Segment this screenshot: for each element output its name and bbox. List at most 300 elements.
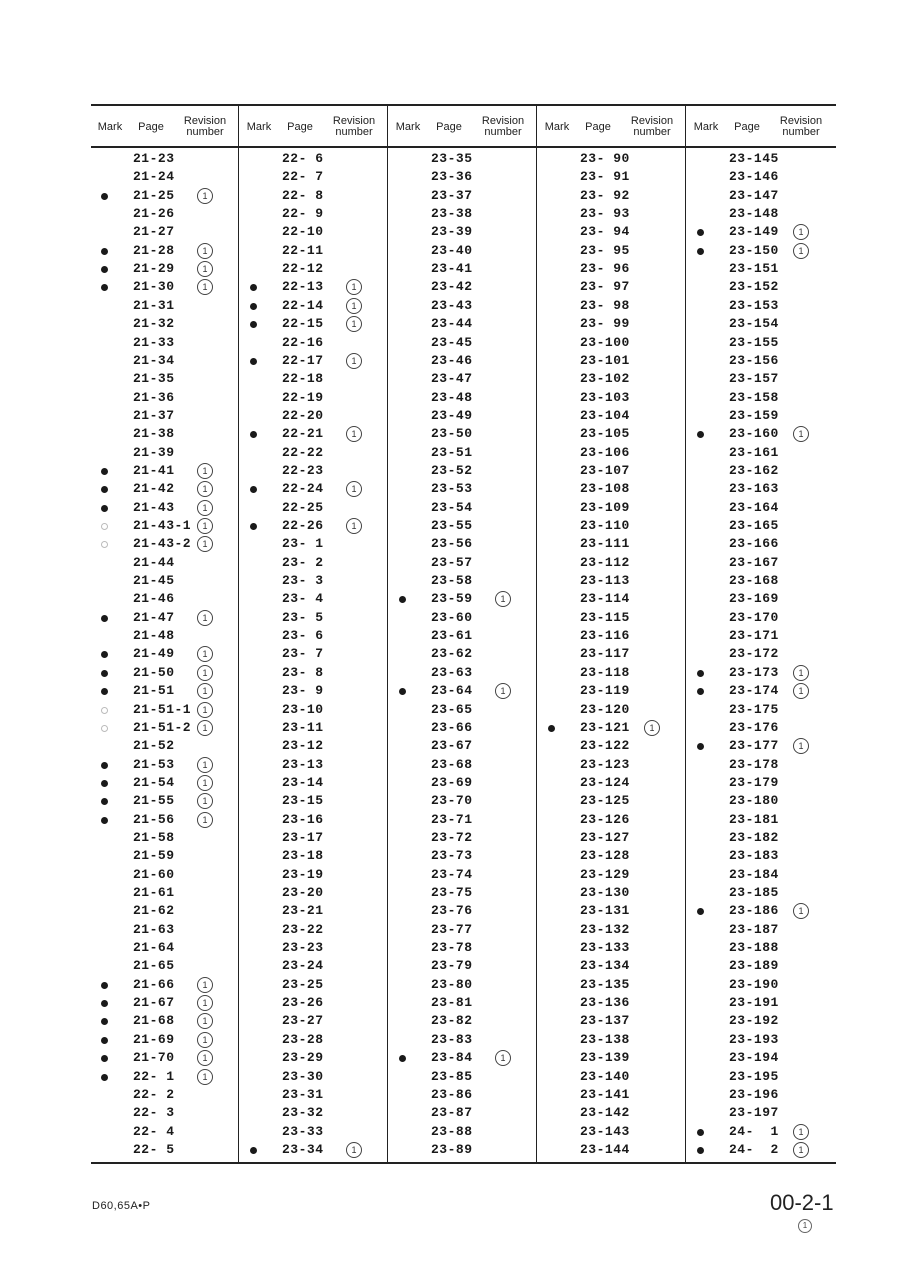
page-number-cell: 23-31 bbox=[282, 1086, 324, 1102]
page-number-cell: 21-38 bbox=[133, 426, 175, 442]
table-row bbox=[389, 994, 538, 1012]
table-row bbox=[687, 756, 836, 774]
revision-mark-dot bbox=[697, 431, 704, 438]
page-number-cell: 23-133 bbox=[580, 940, 630, 956]
page-number-cell: 23- 6 bbox=[282, 628, 324, 644]
table-row bbox=[240, 315, 389, 333]
table-row bbox=[538, 902, 687, 920]
page-number-cell: 21-54 bbox=[133, 774, 175, 790]
table-row bbox=[687, 1123, 836, 1141]
table-row bbox=[687, 829, 836, 847]
table-row bbox=[389, 645, 538, 663]
table-row bbox=[240, 535, 389, 553]
page-number-cell: 23-180 bbox=[729, 793, 779, 809]
page-number-cell: 21-66 bbox=[133, 976, 175, 992]
table-row bbox=[91, 627, 240, 645]
revision-number-circle: 1 bbox=[793, 1142, 809, 1158]
table-row bbox=[538, 1123, 687, 1141]
page-number-cell: 23-83 bbox=[431, 1031, 473, 1047]
table-row bbox=[91, 1068, 240, 1086]
table-row bbox=[389, 774, 538, 792]
revision-mark-dot bbox=[548, 725, 555, 732]
revision-number-circle: 1 bbox=[197, 536, 213, 552]
page-number-cell: 23-68 bbox=[431, 756, 473, 772]
table-row bbox=[389, 554, 538, 572]
header-page: Page bbox=[734, 120, 760, 133]
table-row bbox=[91, 701, 240, 719]
page-number-cell: 23-172 bbox=[729, 646, 779, 662]
table-row bbox=[538, 278, 687, 296]
page-number-cell: 23-114 bbox=[580, 591, 630, 607]
table-row bbox=[687, 701, 836, 719]
table-row bbox=[91, 334, 240, 352]
page-number-cell: 23-112 bbox=[580, 554, 630, 570]
table-row bbox=[240, 425, 389, 443]
table-row bbox=[389, 902, 538, 920]
page-number-cell: 22- 6 bbox=[282, 151, 324, 166]
table-row bbox=[538, 168, 687, 186]
page-number-cell: 23-103 bbox=[580, 389, 630, 405]
table-row bbox=[389, 352, 538, 370]
revision-mark-dot bbox=[250, 486, 257, 493]
page-number-cell: 23-18 bbox=[282, 848, 324, 864]
page-number-cell: 23-73 bbox=[431, 848, 473, 864]
page-number-cell: 23-11 bbox=[282, 719, 324, 735]
page-number-cell: 22-11 bbox=[282, 242, 324, 258]
page-number-cell: 23-130 bbox=[580, 885, 630, 900]
table-row bbox=[91, 609, 240, 627]
page-number-cell: 23- 98 bbox=[580, 297, 630, 313]
page-number-cell: 22- 9 bbox=[282, 206, 324, 222]
page-number-cell: 22- 7 bbox=[282, 169, 324, 185]
table-row bbox=[240, 480, 389, 498]
page-number-cell: 23-144 bbox=[580, 1141, 630, 1157]
revision-number-circle: 1 bbox=[346, 279, 362, 295]
table-row bbox=[687, 1031, 836, 1049]
page-number-cell: 23-137 bbox=[580, 1013, 630, 1029]
page-number-cell: 23-52 bbox=[431, 462, 473, 478]
table-row bbox=[240, 334, 389, 352]
page-number-cell: 23-174 bbox=[729, 683, 779, 699]
revision-mark-dot bbox=[101, 707, 108, 714]
revision-mark-dot bbox=[697, 1147, 704, 1154]
table-row bbox=[687, 1141, 836, 1159]
table-row bbox=[240, 1123, 389, 1141]
table-row bbox=[687, 499, 836, 517]
revision-number-circle: 1 bbox=[197, 279, 213, 295]
table-row bbox=[91, 535, 240, 553]
page-number-cell: 23-46 bbox=[431, 352, 473, 368]
page-number-cell: 22-21 bbox=[282, 426, 324, 442]
table-row bbox=[538, 260, 687, 278]
table-row bbox=[240, 297, 389, 315]
table-row bbox=[240, 444, 389, 462]
page-number-cell: 23- 95 bbox=[580, 242, 630, 258]
page-number-cell: 23-123 bbox=[580, 756, 630, 772]
table-row bbox=[538, 223, 687, 241]
table-row bbox=[91, 829, 240, 847]
table-row bbox=[687, 1049, 836, 1067]
page-number-cell: 23-115 bbox=[580, 609, 630, 625]
table-row bbox=[389, 315, 538, 333]
table-row bbox=[389, 609, 538, 627]
revision-mark-dot bbox=[101, 486, 108, 493]
table-row bbox=[687, 719, 836, 737]
page-number-cell: 23-197 bbox=[729, 1105, 779, 1121]
model-label: D60,65A•P bbox=[92, 1200, 151, 1212]
table-row bbox=[538, 444, 687, 462]
column-divider bbox=[685, 105, 686, 1163]
page-number-cell: 22- 1 bbox=[133, 1068, 175, 1084]
page-number-cell: 21-43-1 bbox=[133, 518, 192, 533]
page-number-cell: 23-106 bbox=[580, 444, 630, 460]
page-number-cell: 23-189 bbox=[729, 958, 779, 974]
table-row bbox=[91, 756, 240, 774]
table-row bbox=[389, 242, 538, 260]
revision-number-circle: 1 bbox=[197, 1032, 213, 1048]
table-row bbox=[687, 334, 836, 352]
table-row bbox=[389, 884, 538, 902]
page-number-cell: 23-58 bbox=[431, 573, 473, 589]
page-number-cell: 23-152 bbox=[729, 279, 779, 295]
page-number-cell: 23-36 bbox=[431, 169, 473, 185]
revision-number-circle: 1 bbox=[793, 683, 809, 699]
table-row bbox=[538, 205, 687, 223]
page-number-cell: 23-60 bbox=[431, 609, 473, 625]
table-row bbox=[389, 664, 538, 682]
revision-number-circle: 1 bbox=[346, 1142, 362, 1158]
table-row bbox=[389, 334, 538, 352]
table-row bbox=[538, 590, 687, 608]
table-row bbox=[91, 517, 240, 535]
page-number-cell: 23-20 bbox=[282, 885, 324, 900]
table-row bbox=[538, 756, 687, 774]
revision-number-circle: 1 bbox=[197, 757, 213, 773]
page-number-cell: 23- 97 bbox=[580, 279, 630, 295]
page-number-cell: 22-24 bbox=[282, 481, 324, 497]
page-number-cell: 23-110 bbox=[580, 518, 630, 533]
page-number-cell: 23-10 bbox=[282, 701, 324, 717]
page-number-cell: 23-25 bbox=[282, 976, 324, 992]
revision-number-circle: 1 bbox=[197, 995, 213, 1011]
table-row bbox=[687, 609, 836, 627]
page-number-cell: 23-35 bbox=[431, 151, 473, 166]
page-number-cell: 23-59 bbox=[431, 591, 473, 607]
table-row bbox=[240, 554, 389, 572]
table-row bbox=[91, 811, 240, 829]
page-number-cell: 23-125 bbox=[580, 793, 630, 809]
table-row bbox=[389, 847, 538, 865]
page-number-cell: 23-43 bbox=[431, 297, 473, 313]
revision-number-circle: 1 bbox=[495, 591, 511, 607]
page-number-cell: 22-12 bbox=[282, 261, 324, 277]
page-number-cell: 23-143 bbox=[580, 1123, 630, 1139]
table-row bbox=[91, 719, 240, 737]
page-number-cell: 23-14 bbox=[282, 774, 324, 790]
table-row bbox=[240, 1049, 389, 1067]
page-number-cell: 23-101 bbox=[580, 352, 630, 368]
table-row bbox=[538, 517, 687, 535]
page-number-cell: 23-158 bbox=[729, 389, 779, 405]
table-row bbox=[389, 517, 538, 535]
table-row bbox=[91, 1031, 240, 1049]
table-row bbox=[538, 1012, 687, 1030]
page-number-cell: 23-89 bbox=[431, 1141, 473, 1157]
page-number-cell: 22- 5 bbox=[133, 1141, 175, 1157]
page-number-cell: 23- 5 bbox=[282, 609, 324, 625]
page-number-cell: 23-47 bbox=[431, 371, 473, 387]
table-row bbox=[538, 1049, 687, 1067]
page-number-cell: 21-23 bbox=[133, 151, 175, 166]
table-row bbox=[91, 884, 240, 902]
table-row bbox=[240, 1141, 389, 1159]
page-number-cell: 23- 94 bbox=[580, 224, 630, 240]
page-number-cell: 21-33 bbox=[133, 334, 175, 350]
page-number-cell: 23-12 bbox=[282, 738, 324, 754]
page-number-cell: 24- 1 bbox=[729, 1123, 779, 1139]
header-mark: Mark bbox=[544, 120, 570, 133]
page-number-cell: 23-118 bbox=[580, 664, 630, 680]
page-number-cell: 23-79 bbox=[431, 958, 473, 974]
header-mark: Mark bbox=[246, 120, 272, 133]
table-row bbox=[389, 1141, 538, 1159]
table-row bbox=[91, 1086, 240, 1104]
revision-number-circle: 1 bbox=[197, 188, 213, 204]
page-number-cell: 23-184 bbox=[729, 866, 779, 882]
page-number-cell: 23-37 bbox=[431, 187, 473, 203]
revision-mark-dot bbox=[399, 1055, 406, 1062]
page-number-cell: 23-63 bbox=[431, 664, 473, 680]
page-number-cell: 23-117 bbox=[580, 646, 630, 662]
revision-number-circle: 1 bbox=[793, 426, 809, 442]
table-row bbox=[389, 150, 538, 168]
page-number-cell: 21-51-2 bbox=[133, 719, 192, 735]
page-number-cell: 22- 4 bbox=[133, 1123, 175, 1139]
page-number-cell: 23- 3 bbox=[282, 573, 324, 589]
page-number-cell: 21-37 bbox=[133, 407, 175, 423]
table-row bbox=[389, 223, 538, 241]
revision-number-circle: 1 bbox=[197, 793, 213, 809]
header-page: Page bbox=[287, 120, 313, 133]
table-row bbox=[389, 792, 538, 810]
table-row bbox=[538, 389, 687, 407]
table-row bbox=[240, 150, 389, 168]
page-number-cell: 23-195 bbox=[729, 1068, 779, 1084]
revision-number-circle: 1 bbox=[197, 500, 213, 516]
page-number-cell: 23-122 bbox=[580, 738, 630, 754]
page-number-cell: 21-35 bbox=[133, 371, 175, 387]
table-row bbox=[91, 278, 240, 296]
revision-mark-dot bbox=[101, 523, 108, 530]
table-row bbox=[389, 425, 538, 443]
page-number-cell: 23-84 bbox=[431, 1050, 473, 1066]
table-row bbox=[240, 682, 389, 700]
page-number-cell: 21-65 bbox=[133, 958, 175, 974]
table-row bbox=[538, 554, 687, 572]
page-number-cell: 21-30 bbox=[133, 279, 175, 295]
revision-number-circle: 1 bbox=[197, 1069, 213, 1085]
table-row bbox=[91, 682, 240, 700]
table-row bbox=[240, 517, 389, 535]
revision-mark-dot bbox=[697, 743, 704, 750]
table-row bbox=[240, 774, 389, 792]
table-row bbox=[240, 462, 389, 480]
table-row bbox=[687, 205, 836, 223]
page-number-cell: 23-74 bbox=[431, 866, 473, 882]
page-number-cell: 23- 7 bbox=[282, 646, 324, 662]
header-revision-number: Revision number bbox=[481, 115, 525, 138]
revision-mark-dot bbox=[250, 303, 257, 310]
table-row bbox=[389, 260, 538, 278]
revision-mark-dot bbox=[101, 798, 108, 805]
table-row bbox=[538, 609, 687, 627]
table-row bbox=[687, 866, 836, 884]
page-number-cell: 23-148 bbox=[729, 206, 779, 222]
revision-number-circle: 1 bbox=[793, 903, 809, 919]
page-number-cell: 23-188 bbox=[729, 940, 779, 956]
page-number-cell: 23-192 bbox=[729, 1013, 779, 1029]
table-row bbox=[91, 590, 240, 608]
page-number-cell: 23-50 bbox=[431, 426, 473, 442]
page-number-cell: 23-127 bbox=[580, 829, 630, 845]
page-number-cell: 23-160 bbox=[729, 426, 779, 442]
page-number-cell: 22-10 bbox=[282, 224, 324, 240]
page-number-cell: 23-85 bbox=[431, 1068, 473, 1084]
table-row bbox=[240, 645, 389, 663]
table-row bbox=[538, 811, 687, 829]
page-number-cell: 23- 2 bbox=[282, 554, 324, 570]
page-number-cell: 23-39 bbox=[431, 224, 473, 240]
page-number-cell: 21-31 bbox=[133, 297, 175, 313]
table-row bbox=[538, 480, 687, 498]
page-number-cell: 23-13 bbox=[282, 756, 324, 772]
page-number-cell: 21-28 bbox=[133, 242, 175, 258]
page-number-cell: 23-26 bbox=[282, 995, 324, 1011]
page-number-cell: 21-42 bbox=[133, 481, 175, 497]
page-number-cell: 23-169 bbox=[729, 591, 779, 607]
revision-mark-dot bbox=[101, 266, 108, 273]
revision-mark-dot bbox=[399, 596, 406, 603]
table-row bbox=[389, 168, 538, 186]
table-row bbox=[538, 829, 687, 847]
revision-number-circle: 1 bbox=[197, 683, 213, 699]
table-row bbox=[538, 737, 687, 755]
page-number-cell: 21-62 bbox=[133, 903, 175, 919]
revision-number-circle: 1 bbox=[793, 1124, 809, 1140]
table-row bbox=[240, 976, 389, 994]
revision-mark-dot bbox=[250, 523, 257, 530]
page-number-cell: 23-164 bbox=[729, 499, 779, 515]
table-row bbox=[240, 223, 389, 241]
page-number-cell: 23-104 bbox=[580, 407, 630, 423]
page-number-cell: 21-58 bbox=[133, 829, 175, 845]
revision-mark-dot bbox=[101, 1000, 108, 1007]
table-row bbox=[538, 425, 687, 443]
page-number-cell: 23-56 bbox=[431, 536, 473, 552]
revision-number-circle: 1 bbox=[793, 665, 809, 681]
table-row bbox=[389, 719, 538, 737]
table-row bbox=[91, 370, 240, 388]
table-row bbox=[240, 829, 389, 847]
revision-number-circle: 1 bbox=[197, 518, 213, 534]
table-row bbox=[91, 737, 240, 755]
table-row bbox=[389, 866, 538, 884]
revision-number-circle: 1 bbox=[346, 426, 362, 442]
page-number-cell: 21-26 bbox=[133, 206, 175, 222]
page-number-cell: 23-42 bbox=[431, 279, 473, 295]
table-row bbox=[538, 774, 687, 792]
table-row bbox=[538, 297, 687, 315]
revision-number-circle: 1 bbox=[197, 481, 213, 497]
page-number-cell: 23-149 bbox=[729, 224, 779, 240]
table-row bbox=[687, 664, 836, 682]
table-row bbox=[687, 554, 836, 572]
table-row bbox=[538, 682, 687, 700]
revision-number-circle: 1 bbox=[793, 224, 809, 240]
revision-number-circle: 1 bbox=[197, 261, 213, 277]
table-row bbox=[389, 756, 538, 774]
table-row bbox=[91, 976, 240, 994]
revision-mark-dot bbox=[250, 321, 257, 328]
table-row bbox=[687, 223, 836, 241]
table-row bbox=[687, 590, 836, 608]
revision-number-circle: 1 bbox=[197, 1050, 213, 1066]
table-row bbox=[538, 921, 687, 939]
table-row bbox=[91, 664, 240, 682]
header-page: Page bbox=[585, 120, 611, 133]
page-number-cell: 23-19 bbox=[282, 866, 324, 882]
table-row bbox=[538, 370, 687, 388]
page-number-cell: 23-182 bbox=[729, 829, 779, 845]
revision-mark-dot bbox=[101, 284, 108, 291]
page-number-cell: 23-78 bbox=[431, 940, 473, 956]
page-number-cell: 23-38 bbox=[431, 206, 473, 222]
page-number-cell: 23- 91 bbox=[580, 169, 630, 185]
revision-mark-dot bbox=[101, 248, 108, 255]
table-row bbox=[687, 168, 836, 186]
revision-mark-dot bbox=[399, 688, 406, 695]
page-number-cell: 22-26 bbox=[282, 518, 324, 533]
revision-mark-dot bbox=[101, 688, 108, 695]
table-row bbox=[91, 902, 240, 920]
table-row bbox=[240, 939, 389, 957]
table-row bbox=[538, 664, 687, 682]
table-row bbox=[538, 535, 687, 553]
revision-mark-dot bbox=[101, 817, 108, 824]
revision-mark-dot bbox=[101, 780, 108, 787]
table-row bbox=[687, 407, 836, 425]
table-row bbox=[687, 902, 836, 920]
table-row bbox=[240, 701, 389, 719]
page-number-cell: 21-60 bbox=[133, 866, 175, 882]
page-number-cell: 23-150 bbox=[729, 242, 779, 258]
page-number-cell: 23-191 bbox=[729, 995, 779, 1011]
page-number-cell: 22- 8 bbox=[282, 187, 324, 203]
page-number-cell: 21-52 bbox=[133, 738, 175, 754]
table-row bbox=[687, 682, 836, 700]
page-number-cell: 21-36 bbox=[133, 389, 175, 405]
page-number-cell: 23-168 bbox=[729, 573, 779, 589]
table-row bbox=[538, 334, 687, 352]
page-number-cell: 23-109 bbox=[580, 499, 630, 515]
table-row bbox=[240, 168, 389, 186]
table-row bbox=[687, 811, 836, 829]
table-row bbox=[91, 921, 240, 939]
table-row bbox=[389, 811, 538, 829]
table-row bbox=[687, 921, 836, 939]
revision-mark-dot bbox=[697, 229, 704, 236]
header-mark: Mark bbox=[693, 120, 719, 133]
